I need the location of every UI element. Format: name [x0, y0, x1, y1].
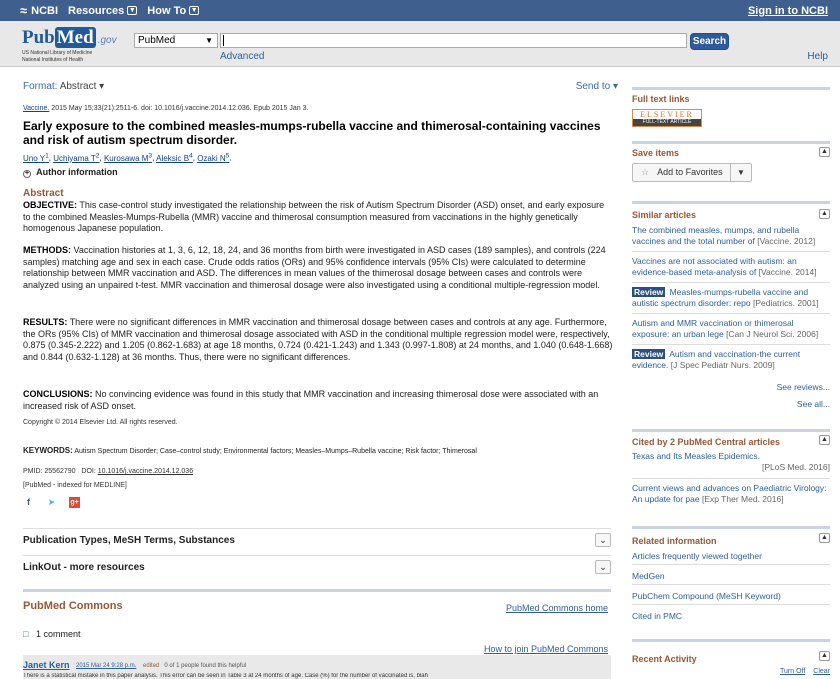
- similar-article-source: [Vaccine. 2014]: [758, 267, 817, 277]
- comment-meta: [76, 663, 246, 669]
- pubmed-logo[interactable]: [22, 27, 117, 63]
- author-affil: 1: [45, 152, 49, 159]
- methods-text: Vaccination histories at 1, 3, 6, 12, 18, 24, and 36 months from birth were investigated in ASD cases (189 samples), and controls (224 samples) matching age and sex in each case. Crude odds ratios (ORs) and 95% confidence intervals (95% CIs) were calculated to determine relationship between MMR vaccination and ASD. The differences in mean values of the thimerosal dosage between cases and controls were analyzed using an unpaired t-test. MMR vaccination and thimerosal dosage were also investigated using a conditional multiple-regression model.: [23, 245, 606, 291]
- chevron-down-icon: ▼: [205, 36, 213, 45]
- related-link[interactable]: PubChem Compound (MeSH Keyword): [632, 591, 781, 601]
- journal-link[interactable]: Vaccine.: [23, 105, 50, 112]
- clear-link[interactable]: Clear: [813, 668, 830, 675]
- author-affil: 2: [95, 152, 100, 159]
- indexed-status: [PubMed - indexed for MEDLINE]: [23, 482, 127, 489]
- logo-gov: .gov: [97, 35, 117, 46]
- caret-down-icon[interactable]: ▼: [730, 164, 751, 181]
- sidebar-rule: [632, 201, 830, 204]
- comment-edited: edited: [143, 663, 160, 669]
- abstract-results: [23, 317, 613, 364]
- author-link[interactable]: [53, 154, 99, 163]
- google-plus-icon[interactable]: g+: [70, 499, 79, 506]
- logo-med: Med: [56, 27, 94, 48]
- sidebar-rule: [632, 429, 830, 432]
- cited-article-source: [PLoS Med. 2016]: [761, 462, 830, 472]
- comment-icon: □: [23, 629, 29, 639]
- collapse-icon[interactable]: ▲: [819, 147, 830, 157]
- format-selector[interactable]: [23, 81, 104, 92]
- cited-article[interactable]: [632, 483, 830, 505]
- add-to-favorites-button[interactable]: [632, 163, 752, 182]
- send-to-menu[interactable]: [576, 81, 618, 92]
- divider: [632, 313, 830, 314]
- author-information-label: Author information: [36, 167, 118, 177]
- collapse-icon[interactable]: ▲: [819, 209, 830, 219]
- elsevier-caption: FULL-TEXT ARTICLE: [633, 119, 701, 126]
- resources-menu[interactable]: [68, 5, 137, 17]
- doi-label: DOI:: [81, 468, 96, 475]
- sidebar-rule: [632, 639, 830, 642]
- ncbi-topbar: [0, 0, 840, 21]
- author-link[interactable]: [197, 154, 229, 163]
- similar-article-title: The combined measles, mumps, and rubella vaccines and the total number of: [632, 225, 800, 246]
- results-label: RESULTS:: [23, 317, 68, 327]
- divider: [632, 584, 830, 585]
- similar-articles-heading: Similar articles: [632, 210, 697, 220]
- elsevier-fulltext-link[interactable]: [632, 109, 702, 127]
- logo-sub-nih: National Institutes of Health: [22, 57, 84, 63]
- divider: [632, 251, 830, 252]
- related-link[interactable]: Articles frequently viewed together: [632, 551, 762, 561]
- similar-article[interactable]: [632, 318, 830, 340]
- comment-helpful: 0 of 1 people found this helpful: [164, 663, 247, 669]
- divider: [632, 282, 830, 283]
- author-list: Uno $Y^1$, Uchiyama $T^2$, Kurosawa $M^3$, Aleksic $B^4$, Ozaki $N^5$.: [23, 152, 232, 163]
- sign-in-link[interactable]: Sign in to NCBI: [747, 5, 828, 17]
- ncbi-logo-text: NCBI: [31, 4, 59, 17]
- database-select[interactable]: [134, 33, 218, 48]
- similar-article[interactable]: [632, 349, 830, 371]
- see-reviews-link[interactable]: See reviews...: [776, 382, 830, 392]
- keywords-text: Autism Spectrum Disorder; Case–control study; Environmental factors; Measles–Mumps–Rubella vaccine; Risk factor; Thimerosal: [74, 448, 477, 455]
- similar-article-title: Autism and MMR vaccination or thimerosal exposure: an urban lege: [632, 318, 794, 339]
- objective-label: OBJECTIVE:: [23, 200, 78, 210]
- copyright-notice: Copyright © 2014 Elsevier Ltd. All rights reserved.: [23, 419, 178, 426]
- search-input[interactable]: [220, 33, 687, 48]
- related-link[interactable]: MedGen: [632, 571, 665, 581]
- advanced-search-link[interactable]: Advanced: [220, 51, 265, 62]
- divider: [632, 604, 830, 605]
- commons-home-link[interactable]: PubMed Commons home: [505, 603, 608, 613]
- abstract-methods: [23, 245, 613, 292]
- conclusions-text: No convincing evidence was found in this study that MMR vaccination and increasing thimerosal dose were associated with an increased risk of ASD onset.: [23, 389, 599, 411]
- author-affil: 4: [189, 152, 193, 159]
- methods-label: METHODS:: [23, 245, 71, 255]
- similar-article[interactable]: [632, 256, 830, 278]
- sidebar-rule: [632, 87, 830, 90]
- howto-label: How To: [147, 4, 187, 17]
- commons-title: PubMed Commons: [23, 600, 123, 612]
- expand-plus-icon: +: [24, 170, 30, 177]
- divider: [632, 564, 830, 565]
- see-all-link[interactable]: See all...: [796, 399, 830, 409]
- send-to-label: Send to: [575, 81, 611, 92]
- comment-count-text: 1 comment: [35, 629, 81, 639]
- doi-link[interactable]: 10.1016/j.vaccine.2014.12.036: [97, 468, 194, 475]
- author-link[interactable]: [23, 154, 49, 163]
- join-commons-link[interactable]: How to join PubMed Commons: [483, 644, 608, 654]
- similar-article-title: Measles-mumps-rubella vaccine and autistic spectrum disorder: repo: [632, 287, 809, 308]
- format-label: Format:: [23, 81, 58, 92]
- recent-activity-heading: Recent Activity: [632, 654, 697, 664]
- author-name: Uchiyama T: [53, 153, 96, 163]
- divider: [632, 478, 830, 479]
- expand-chevron-icon[interactable]: ⌄: [595, 560, 611, 574]
- facebook-icon[interactable]: f: [27, 497, 30, 507]
- conclusions-label: CONCLUSIONS:: [23, 389, 93, 399]
- save-items-heading: Save items: [632, 148, 680, 158]
- caret-down-icon: ▾: [612, 81, 618, 92]
- author-affil: 3: [148, 152, 153, 159]
- abstract-objective: [23, 200, 613, 235]
- pubtypes-section[interactable]: [23, 528, 611, 554]
- text-caret: [223, 35, 224, 46]
- twitter-icon[interactable]: ➤: [47, 497, 56, 507]
- author-information-toggle[interactable]: [23, 167, 118, 178]
- comment-author-link[interactable]: Janet Kern: [23, 660, 70, 670]
- search-button[interactable]: Search: [690, 33, 729, 50]
- comment-text: There is a statistical mistake in this paper analysis. This error can be seen in Table 3 at 24 months of age. Case (%) for the number of vaccinated is, blah: [23, 673, 428, 679]
- cited-article[interactable]: [632, 451, 830, 473]
- cited-by-heading: Cited by 2 PubMed Central articles: [632, 437, 781, 447]
- abstract-conclusions: [23, 389, 613, 412]
- citation-details: 2015 May 15;33(21):2511-6. doi: 10.1016/j.vaccine.2014.12.036. Epub 2015 Jan 3.: [51, 105, 309, 112]
- objective-text: This case-control study investigated the relationship between the risk of Autism Spectrum Disorder (ASD) onset, and early exposure to the combined Measles-Mumps-Rubella (MMR) vaccine and thimerosal consumption measured from vaccinations in the highly genetically homogenous Japanese population.: [23, 200, 605, 234]
- review-badge: Review: [634, 287, 664, 297]
- citation-line: [23, 105, 308, 112]
- star-icon: ☆: [641, 167, 650, 177]
- expand-chevron-icon[interactable]: ⌄: [595, 533, 611, 547]
- similar-article-title: Vaccines are not associated with autism: an evidence-based meta-analysis of: [632, 256, 797, 277]
- author-name: Ozaki N: [197, 153, 226, 163]
- author-name: Kurosawa M: [103, 153, 149, 163]
- similar-article[interactable]: [632, 287, 830, 309]
- sidebar-rule: [632, 141, 830, 144]
- review-badge: Review: [634, 349, 664, 359]
- howto-menu[interactable]: [147, 5, 199, 17]
- similar-article-source: [Can J Neurol Sci. 2006]: [726, 329, 819, 339]
- similar-article-source: [J Spec Pediatr Nurs. 2009]: [670, 360, 775, 370]
- author-link[interactable]: [156, 154, 193, 163]
- author-link[interactable]: [104, 154, 152, 163]
- related-link[interactable]: Cited in PMC: [632, 611, 683, 621]
- cited-article-title: Texas and Its Measles Epidemics.: [632, 451, 761, 461]
- similar-article-source: [Vaccine. 2012]: [757, 236, 816, 246]
- comment-count[interactable]: [23, 629, 80, 639]
- keywords: [23, 446, 613, 455]
- article-title: Early exposure to the combined measles-mumps-rubella vaccine and thimerosal-containing vaccines and risk of autism spectrum disorder.: [23, 119, 601, 147]
- logo-pub: Pub: [22, 27, 55, 48]
- elsevier-logo: ELSEVIER: [640, 110, 694, 119]
- author-affil: 5: [225, 152, 230, 159]
- collapse-icon[interactable]: ▲: [819, 651, 830, 661]
- logo-sub-nlm: US National Library of Medicine: [22, 50, 93, 56]
- pmid: PMID: 25562790: [23, 468, 76, 475]
- collapse-icon[interactable]: ▲: [819, 435, 830, 445]
- author-name: Aleksic B: [156, 153, 190, 163]
- pmid-line: [23, 468, 193, 475]
- chevron-down-icon: ▼: [190, 7, 198, 14]
- help-link[interactable]: Help: [807, 51, 828, 62]
- cited-article-title: Current views and advances on Paediatric Virology: An update for pae: [632, 483, 827, 504]
- abstract-heading: Abstract: [23, 188, 64, 199]
- ncbi-logo-icon: ≈: [20, 3, 28, 18]
- database-select-value: PubMed: [138, 35, 176, 46]
- share-icons: [23, 497, 80, 508]
- recent-activity-controls: [774, 668, 830, 675]
- resources-label: Resources: [68, 4, 125, 17]
- search-header: [0, 21, 840, 67]
- commons-divider: [23, 589, 611, 592]
- linkout-section[interactable]: [23, 555, 611, 581]
- related-info-heading: Related information: [632, 536, 717, 546]
- cited-article-source: [Exp Ther Med. 2016]: [701, 494, 784, 504]
- chevron-down-icon: ▼: [128, 7, 136, 14]
- author-name: Uno Y: [23, 153, 46, 163]
- linkout-label: LinkOut - more resources: [23, 562, 145, 573]
- sidebar-rule: [632, 526, 830, 529]
- similar-article-title: Autism and vaccination-the current evidence.: [632, 349, 801, 370]
- similar-article[interactable]: [632, 225, 830, 247]
- comment-date[interactable]: 2015 Mar 24 9:28 p.m.: [76, 663, 137, 669]
- divider: [632, 344, 830, 345]
- caret-down-icon: ▾: [99, 81, 105, 92]
- pubtypes-label: Publication Types, MeSH Terms, Substances: [23, 535, 235, 546]
- collapse-icon[interactable]: ▲: [819, 533, 830, 543]
- similar-article-source: [Pediatrics. 2001]: [752, 298, 819, 308]
- results-text: There were no significant differences in MMR vaccination and thimerosal dosage between cases and controls at any age. Furthermore, the ORs (95% CIs) of MMR vaccination and thimerosal dosage associated with ASD in the conditional multiple regression model were, respectively, 0.875 (0.345-2.222) and 1.205 (0.862-1.683) at age 18 months, 0.724 (0.421-1.243) and 1.343 (0.997-1.808) at 24 months, and 1.040 (0.648-1.668) and 0.844 (0.632-1.128) at 36 months. Thus, there were no significant differences.: [23, 317, 613, 363]
- keywords-label: KEYWORDS:: [23, 446, 73, 455]
- fulltext-heading: Full text links: [632, 94, 690, 104]
- ncbi-logo[interactable]: [20, 3, 58, 18]
- format-value: Abstract: [59, 81, 97, 92]
- turn-off-link[interactable]: Turn Off: [780, 668, 806, 675]
- add-to-favorites-label: Add to Favorites: [657, 167, 723, 177]
